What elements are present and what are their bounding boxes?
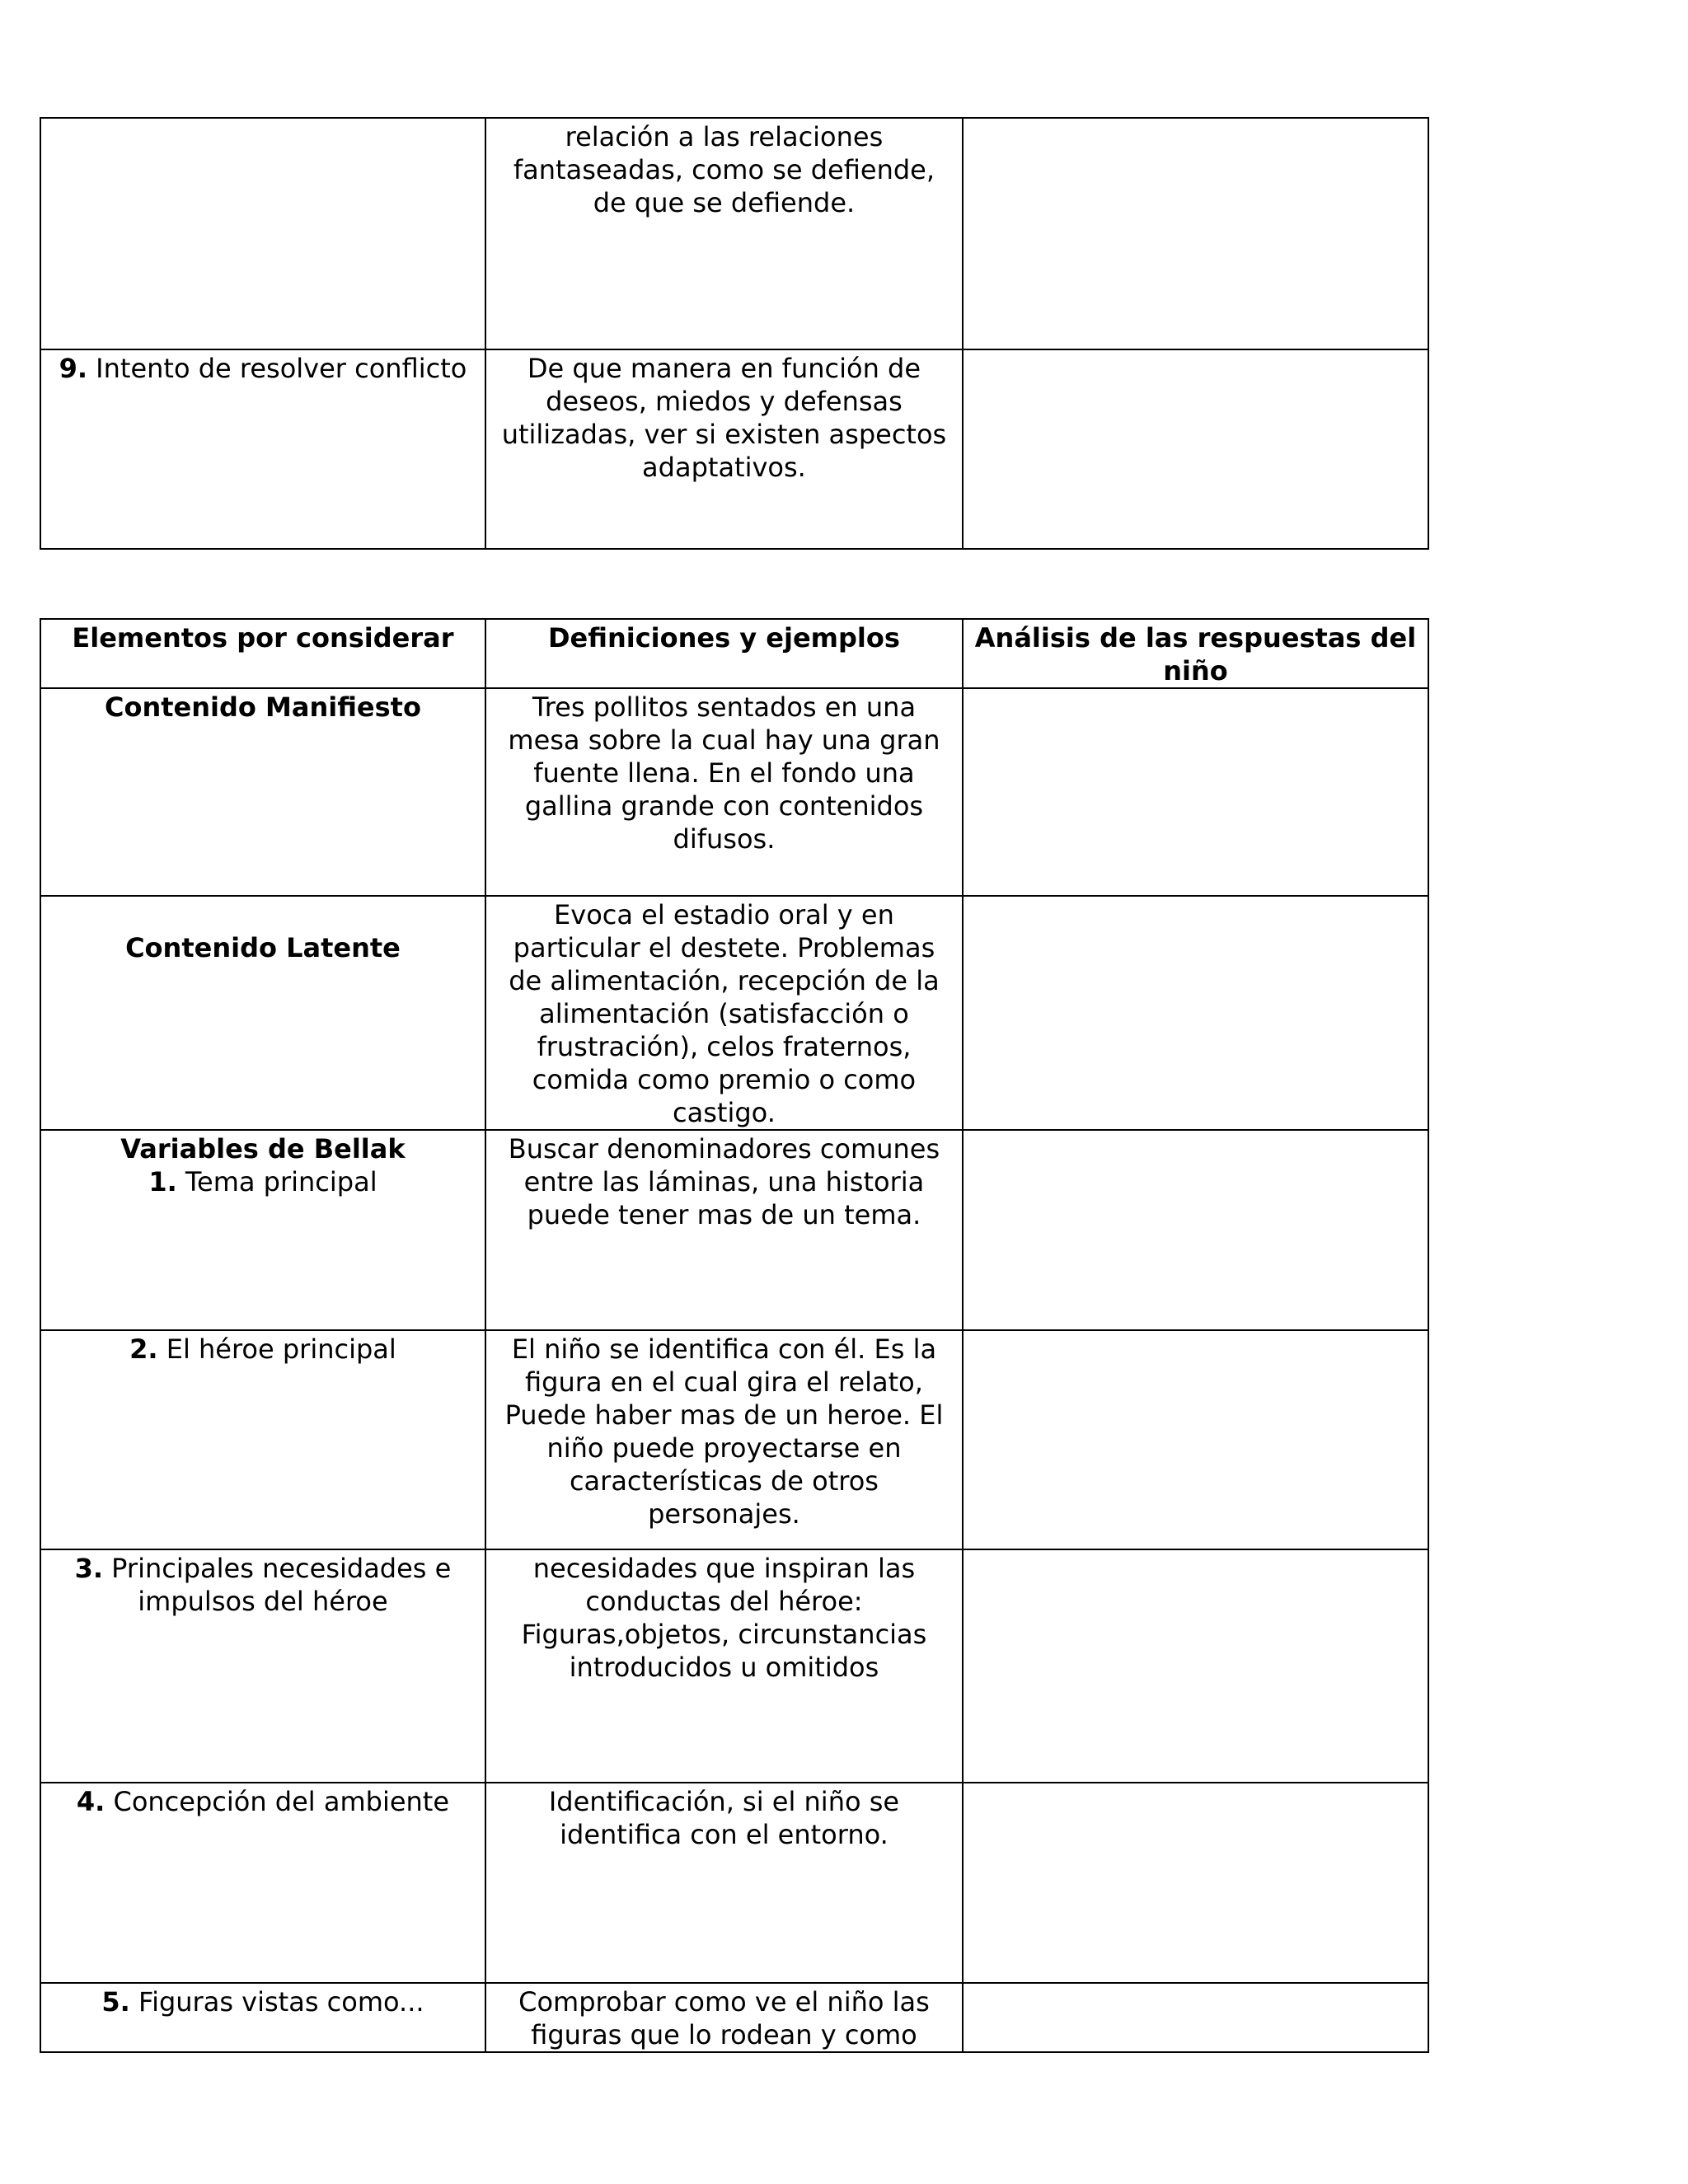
- definition-cell: Comprobar como ve el niño las figuras que lo rodean y como: [485, 1983, 963, 2052]
- element-label: Figuras vistas como...: [129, 1986, 424, 2018]
- definition-cell: El niño se identifica con él. Es la figura en el cual gira el relato, Puede haber mas de un heroe. El niño puede proyectarse en características de otros personajes.: [485, 1330, 963, 1549]
- element-cell: [40, 349, 485, 549]
- analysis-cell[interactable]: [963, 1130, 1428, 1330]
- element-cell: [40, 118, 485, 349]
- element-cell: [40, 1549, 485, 1783]
- header-row: [40, 619, 1428, 688]
- definition-text: De que manera en función de deseos, miedos y defensas utilizadas, ver si existen aspectos adaptativos.: [501, 353, 947, 483]
- element-cell: [40, 1130, 485, 1330]
- analysis-cell[interactable]: [963, 688, 1428, 896]
- definition-cell: necesidades que inspiran las conductas del héroe: Figuras,objetos, circunstancias introducidos u omitidos: [485, 1549, 963, 1783]
- element-cell: [40, 1330, 485, 1549]
- header-elements: Elementos por considerar: [40, 619, 485, 688]
- element-number: 1.: [148, 1166, 177, 1197]
- analysis-cell[interactable]: [963, 1983, 1428, 2052]
- table-row: [40, 1783, 1428, 1983]
- element-label: Tema principal: [176, 1166, 377, 1197]
- analysis-cell[interactable]: [963, 1330, 1428, 1549]
- header-definitions: Definiciones y ejemplos: [485, 619, 963, 688]
- definition-cell: Evoca el estadio oral y en particular el destete. Problemas de alimentación, recepción de la alimentación (satisfacción o frustración), celos fraternos, comida como premio o como castigo.: [485, 896, 963, 1130]
- table-row: [40, 1130, 1428, 1330]
- element-number: 5.: [101, 1986, 130, 2018]
- header-analysis: Análisis de las respuestas del niño: [963, 619, 1428, 688]
- element-cell: [40, 1983, 485, 2052]
- element-number: 9.: [59, 353, 87, 384]
- analysis-cell[interactable]: [963, 1549, 1428, 1783]
- element-number: 3.: [74, 1553, 103, 1584]
- element-title: Contenido Latente: [40, 896, 485, 1130]
- definition-cell: Tres pollitos sentados en una mesa sobre la cual hay una gran fuente llena. En el fondo una gallina grande con contenidos difusos.: [485, 688, 963, 896]
- table-row: [40, 1983, 1428, 2052]
- definition-cell: Identificación, si el niño se identifica con el entorno.: [485, 1783, 963, 1983]
- table-row: [40, 1549, 1428, 1783]
- element-label: El héroe principal: [157, 1333, 396, 1365]
- cat-analysis-table: [40, 618, 1429, 2053]
- table-row: [40, 1330, 1428, 1549]
- element-number: 2.: [129, 1333, 158, 1365]
- element-number: 4.: [76, 1786, 106, 1817]
- element-label: Principales necesidades e impulsos del héroe: [103, 1553, 452, 1617]
- analysis-cell[interactable]: [963, 118, 1428, 349]
- analysis-cell[interactable]: [963, 349, 1428, 549]
- element-label: Intento de resolver conflicto: [87, 353, 467, 384]
- element-title: Contenido Manifiesto: [40, 688, 485, 896]
- analysis-cell[interactable]: [963, 1783, 1428, 1983]
- element-label: Concepción del ambiente: [105, 1786, 450, 1817]
- table-row: [40, 349, 1428, 549]
- table-row: [40, 896, 1428, 1130]
- analysis-cell[interactable]: [963, 896, 1428, 1130]
- table-row: [40, 688, 1428, 896]
- definition-cell: [485, 349, 963, 549]
- continuation-table: [40, 117, 1429, 550]
- table-row: [40, 118, 1428, 349]
- definition-text: relación a las relaciones fantaseadas, como se defiende, de que se defiende.: [513, 121, 935, 218]
- element-cell: [40, 1783, 485, 1983]
- definition-cell: Buscar denominadores comunes entre las láminas, una historia puede tener mas de un tema.: [485, 1130, 963, 1330]
- definition-cell: [485, 118, 963, 349]
- element-title: Variables de Bellak: [120, 1133, 406, 1165]
